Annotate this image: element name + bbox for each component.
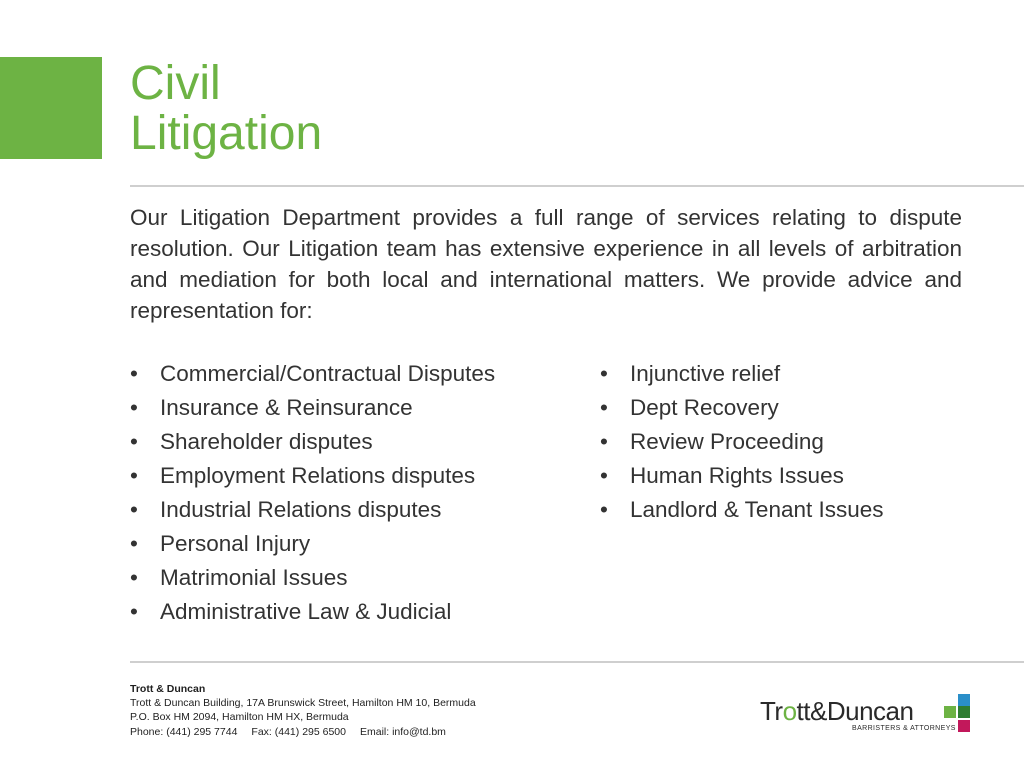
services-list-right: [600, 357, 884, 527]
intro-paragraph: Our Litigation Department provides a full range of services relating to dispute resolution. Our Litigation team has extensive experience in all levels of arbitration and mediation for both local and international matters. We provide advice and representation for:: [130, 205, 962, 323]
bullet-icon: •: [600, 429, 608, 454]
bullet-icon: •: [600, 463, 608, 488]
top-divider: [130, 185, 1024, 187]
bullet-icon: •: [600, 497, 608, 522]
list-item: [130, 459, 495, 493]
footer-company-name: Trott & Duncan: [130, 683, 206, 695]
logo-square-magenta-icon: [958, 720, 970, 732]
footer-email: Email: info@td.bm: [359, 725, 446, 738]
list-item-label: Insurance & Reinsurance: [160, 395, 413, 420]
bullet-icon: •: [130, 429, 138, 454]
bullet-icon: •: [600, 361, 608, 386]
list-item-label: Injunctive relief: [630, 361, 781, 386]
bullet-icon: •: [130, 463, 138, 488]
bullet-icon: •: [130, 395, 138, 420]
green-accent-block: [0, 57, 102, 159]
list-item: [130, 493, 495, 527]
list-item-label: Shareholder disputes: [160, 429, 373, 454]
list-item-label: Industrial Relations disputes: [160, 497, 442, 522]
footer-contact-block: [130, 682, 476, 739]
bottom-divider: [130, 661, 1024, 663]
footer-contact-line: [130, 725, 476, 739]
footer-fax: Fax: (441) 295 6500: [251, 725, 346, 738]
logo-square-darkgreen-icon: [958, 706, 970, 718]
bullet-icon: •: [600, 395, 608, 420]
bullet-icon: •: [130, 599, 138, 624]
list-item: [130, 595, 495, 629]
title-line-2: Litigation: [130, 107, 323, 160]
bullet-icon: •: [130, 531, 138, 556]
logo-square-green-icon: [944, 706, 956, 718]
bullet-icon: •: [130, 497, 138, 522]
list-item-label: Personal Injury: [160, 531, 311, 556]
list-item-label: Employment Relations disputes: [160, 463, 476, 488]
logo-tagline: BARRISTERS & ATTORNEYS: [852, 725, 956, 732]
list-item: [600, 425, 884, 459]
list-item: [130, 357, 495, 391]
list-item-label: Landlord & Tenant Issues: [630, 497, 884, 522]
list-item-label: Human Rights Issues: [630, 463, 844, 488]
bullet-icon: •: [130, 565, 138, 590]
footer-address-line-2: P.O. Box HM 2094, Hamilton HM HX, Bermuda: [130, 711, 349, 724]
list-item: [130, 391, 495, 425]
list-item-label: Commercial/Contractual Disputes: [160, 361, 496, 386]
list-item-label: Administrative Law & Judicial: [160, 599, 452, 624]
logo-wordmark: Trott&Duncan: [760, 696, 914, 726]
list-item: [130, 561, 495, 595]
list-item: [600, 493, 884, 527]
list-item: [600, 391, 884, 425]
logo-square-blue-icon: [958, 694, 970, 706]
list-item: [130, 425, 495, 459]
list-item-label: Matrimonial Issues: [160, 565, 348, 590]
footer-address-line-1: Trott & Duncan Building, 17A Brunswick Street, Hamilton HM 10, Bermuda: [130, 697, 476, 710]
list-item-label: Review Proceeding: [630, 429, 824, 454]
list-item-label: Dept Recovery: [630, 395, 779, 420]
list-item: [600, 357, 884, 391]
list-item: [130, 527, 495, 561]
trott-duncan-logo: [760, 692, 976, 738]
bullet-icon: •: [130, 361, 138, 386]
services-list-left: [130, 357, 495, 629]
footer-phone: Phone: (441) 295 7744: [130, 725, 238, 738]
page-title: [130, 59, 322, 159]
list-item: [600, 459, 884, 493]
title-line-1: Civil: [130, 57, 221, 110]
